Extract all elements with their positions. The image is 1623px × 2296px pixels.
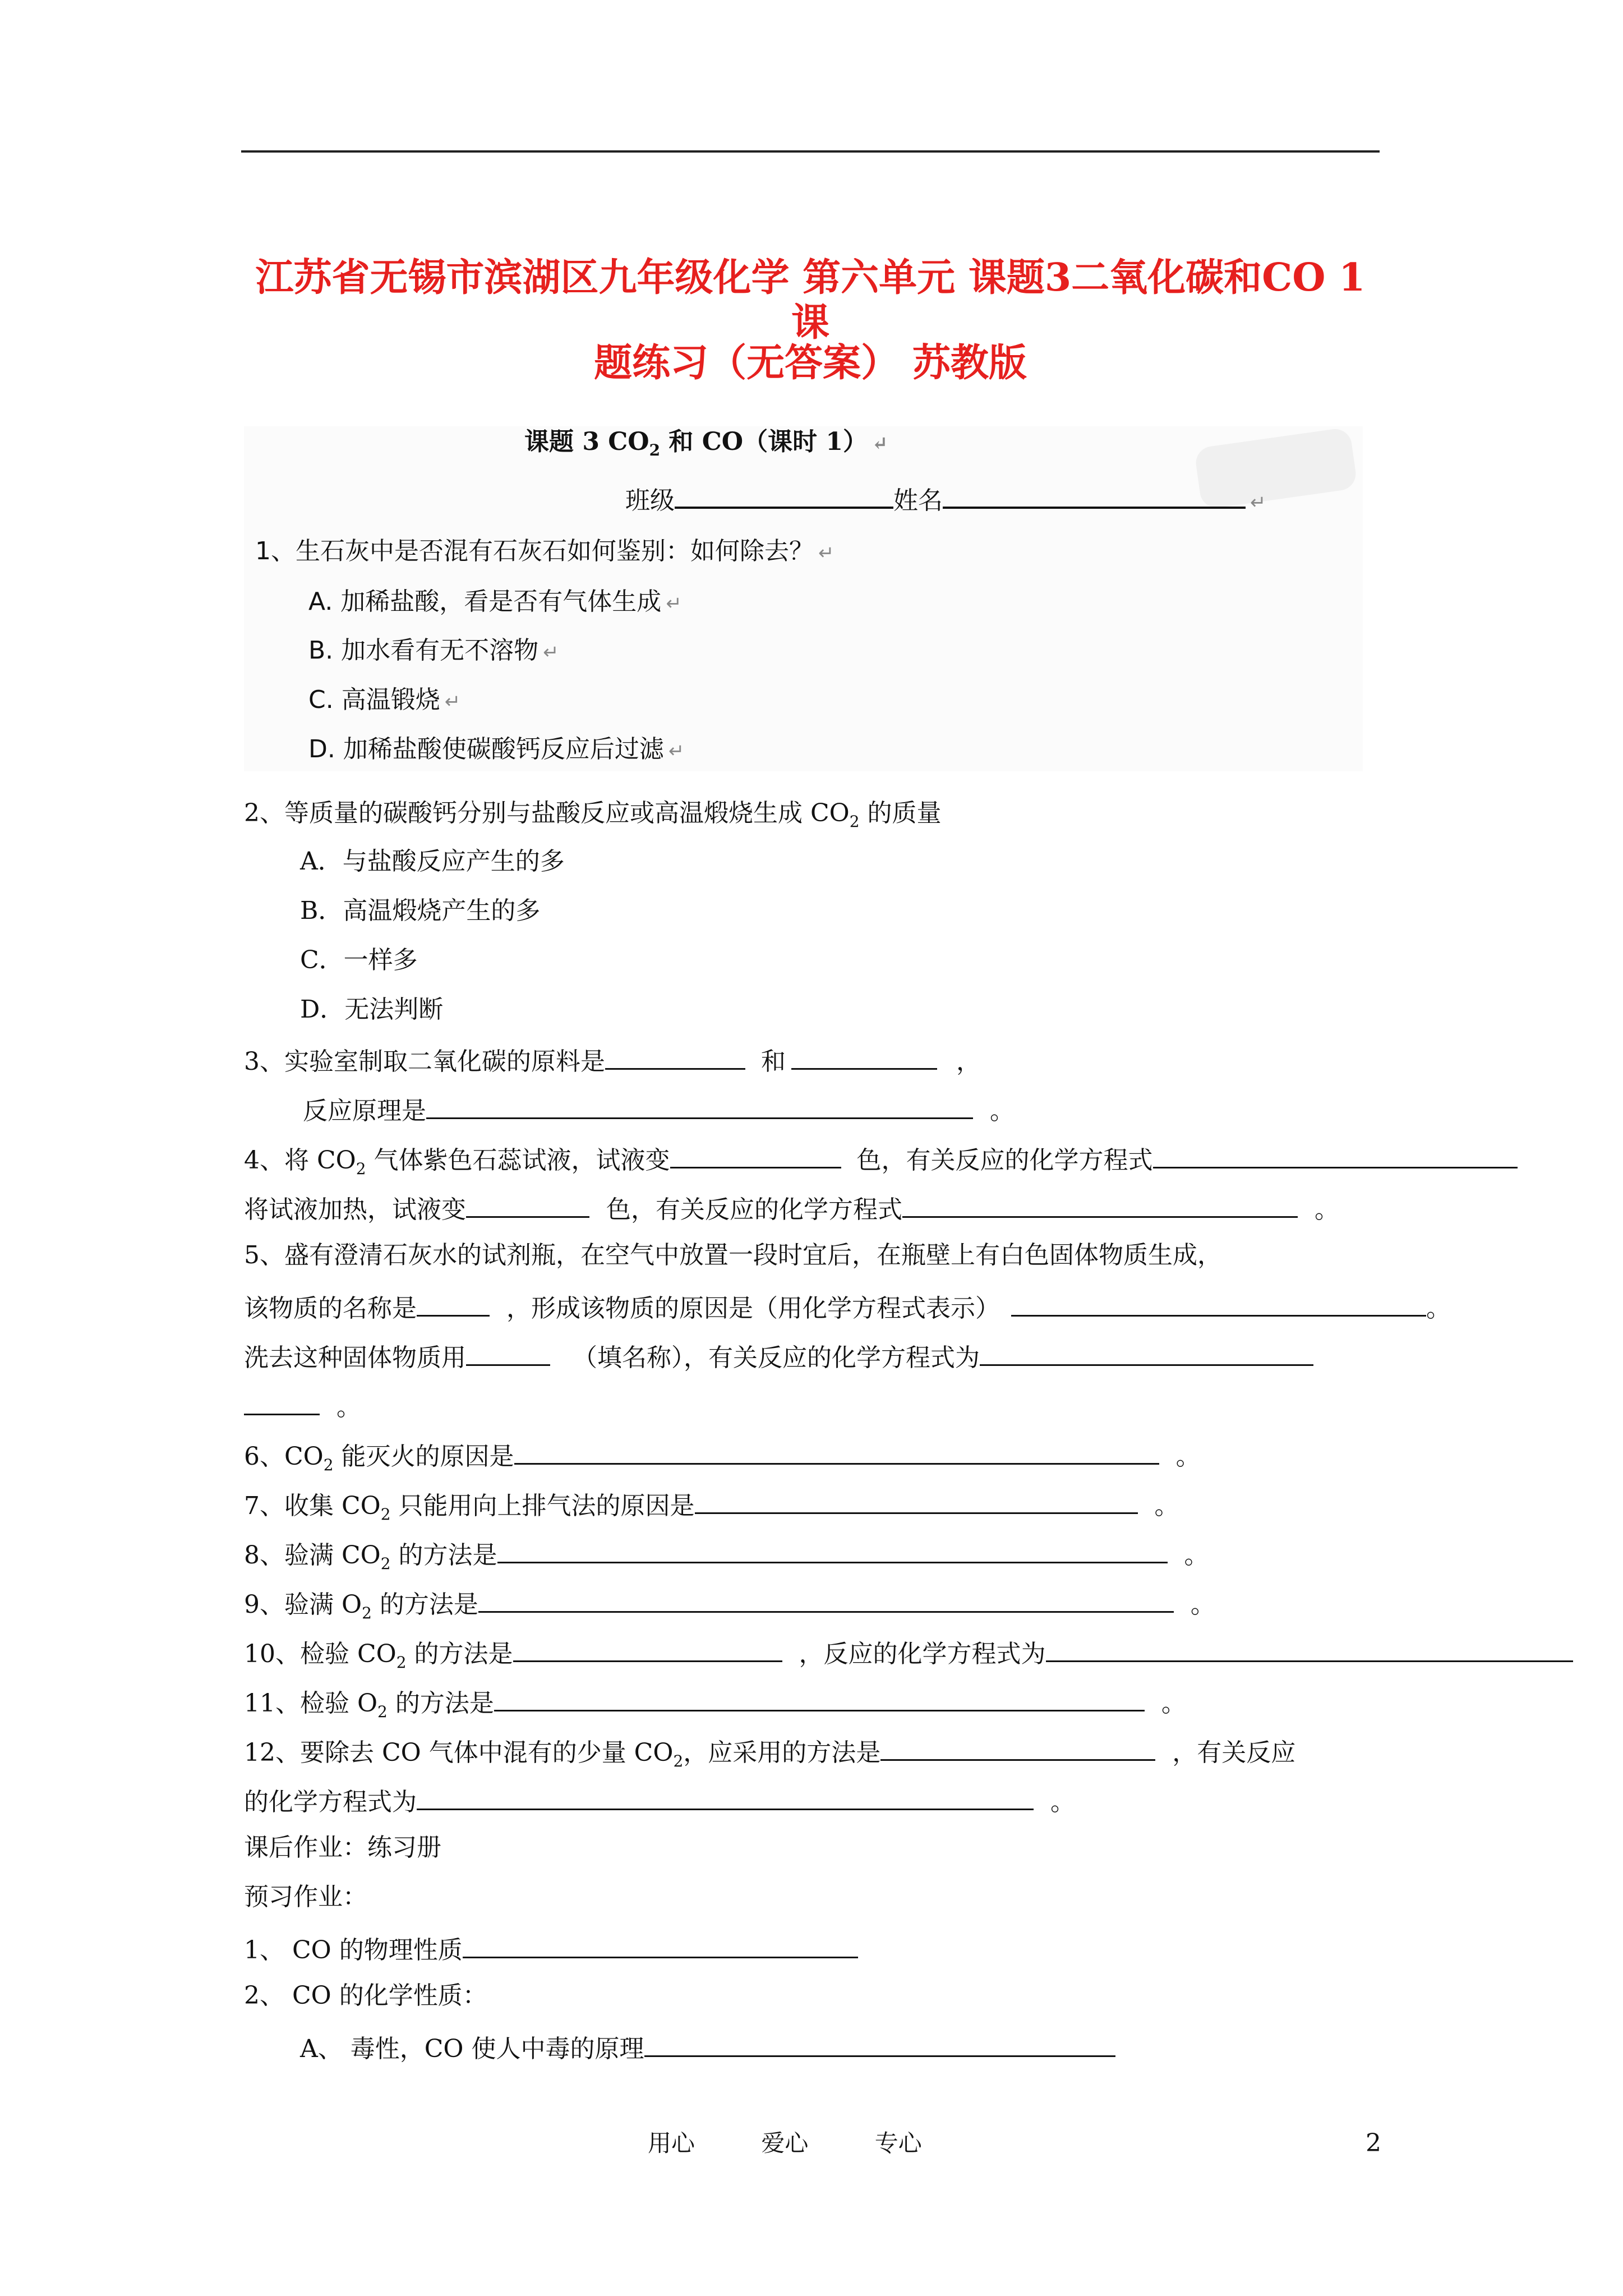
document-title-line-2: 题练习（无答案） 苏教版	[594, 341, 1027, 385]
preview-item-2: 2、 CO 的化学性质：	[244, 1981, 487, 2010]
q2-option-d: D．无法判断	[300, 995, 444, 1024]
q7-blank[interactable]	[695, 1487, 1138, 1514]
q3-blank-1[interactable]	[605, 1042, 745, 1070]
preview-item-1: 1、 CO 的物理性质	[244, 1931, 858, 1966]
question-6: 6、$CO_2$ 能灭火的原因是 。	[244, 1437, 1201, 1481]
question-2: 2、等质量的碳酸钙分别与盐酸反应或高温煅烧生成 $CO_2$ 的质量	[244, 799, 942, 831]
question-9: 9、验满 $O_2$ 的方法是 。	[244, 1585, 1215, 1629]
preview-blank-1[interactable]	[463, 1931, 858, 1958]
question-3: 3、实验室制取二氧化碳的原料是 和 ，	[244, 1042, 981, 1078]
class-name-line: 班级 姓名 ↵	[625, 474, 1266, 518]
q1-option-b: B. 加水看有无不溶物 ↵	[308, 636, 559, 665]
q4-blank-1[interactable]	[670, 1141, 841, 1168]
question-5-line-4: 。	[244, 1388, 361, 1423]
question-4: 4、将 $CO_2$ 气体紫色石蕊试液，试液变 色，有关反应的化学方程式	[244, 1141, 1518, 1185]
q5-blank-1[interactable]	[417, 1289, 490, 1317]
preview-heading: 预习作业：	[244, 1883, 367, 1911]
homework-line: 课后作业：练习册	[244, 1833, 441, 1862]
q1-option-c: C. 高温锻烧 ↵	[308, 685, 461, 714]
q6-blank[interactable]	[514, 1437, 1159, 1465]
question-8: 8、验满 $CO_2$ 的方法是 。	[244, 1536, 1209, 1580]
q5-blank-2[interactable]	[1011, 1289, 1426, 1317]
question-1: 1、生石灰中是否混有石灰石如何鉴别：如何除去？ ↵	[255, 537, 834, 565]
q2-option-c: C．一样多	[300, 946, 418, 974]
q10-blank-2[interactable]	[1046, 1635, 1573, 1662]
question-3-line-2: 反应原理是 。	[303, 1092, 1015, 1127]
footer-word-1: 用心	[648, 2129, 695, 2157]
q12-blank-2[interactable]	[417, 1783, 1034, 1810]
q2-option-b: B．高温煅烧产生的多	[300, 896, 541, 925]
q11-blank[interactable]	[494, 1684, 1145, 1711]
question-4-line-2: 将试液加热，试液变 色，有关反应的化学方程式 。	[244, 1190, 1339, 1226]
q8-blank[interactable]	[497, 1536, 1168, 1563]
q5-blank-4[interactable]	[980, 1338, 1313, 1366]
question-12-line-2: 的化学方程式为 。	[244, 1783, 1075, 1818]
q1-option-a: A. 加稀盐酸，看是否有气体生成 ↵	[308, 587, 682, 616]
q3-blank-3[interactable]	[426, 1092, 973, 1119]
q12-blank-1[interactable]	[880, 1733, 1155, 1761]
question-5-line-3: 洗去这种固体物质用 （填名称），有关反应的化学方程式为	[244, 1338, 1313, 1374]
question-5-line-2: 该物质的名称是 ，形成该物质的原因是（用化学方程式表示） 。	[244, 1289, 1451, 1324]
class-blank[interactable]	[675, 474, 893, 509]
page-number: 2	[1366, 2129, 1381, 2157]
question-11: 11、检验 $O_2$ 的方法是 。	[244, 1684, 1186, 1728]
footer-word-2: 爱心	[761, 2129, 809, 2157]
q5-blank-5[interactable]	[244, 1388, 320, 1415]
q10-blank-1[interactable]	[513, 1635, 782, 1662]
question-7: 7、收集 $CO_2$ 只能用向上排气法的原因是 。	[244, 1487, 1179, 1530]
q4-blank-3[interactable]	[466, 1190, 589, 1218]
lesson-heading: 课题 3 $CO_2$ 和 CO（课时 1） ↵	[524, 427, 888, 459]
question-5: 5、盛有澄清石灰水的试剂瓶，在空气中放置一段时宜后，在瓶壁上有白色固体物质生成，	[244, 1241, 1222, 1269]
name-blank[interactable]	[943, 474, 1246, 509]
q5-blank-3[interactable]	[466, 1338, 550, 1366]
question-12: 12、要除去 CO 气体中混有的少量 $CO_2$，应采用的方法是 ，有关反应	[244, 1733, 1295, 1777]
preview-blank-2[interactable]	[644, 2030, 1115, 2057]
page-footer	[648, 2128, 981, 2159]
q4-blank-4[interactable]	[902, 1190, 1298, 1218]
q2-option-a: A．与盐酸反应产生的多	[300, 847, 565, 876]
q1-option-d: D. 加稀盐酸使碳酸钙反应后过滤 ↵	[308, 735, 685, 763]
q3-blank-2[interactable]	[791, 1042, 937, 1070]
scanned-exercise-image	[244, 426, 1363, 771]
preview-item-2a: A、 毒性，CO 使人中毒的原理	[300, 2030, 1115, 2065]
footer-word-3: 专心	[874, 2129, 922, 2157]
header-rule	[241, 150, 1380, 153]
q9-blank[interactable]	[478, 1585, 1174, 1613]
q4-blank-2[interactable]	[1153, 1141, 1518, 1168]
question-10: 10、检验 $CO_2$ 的方法是 ，反应的化学方程式为	[244, 1635, 1573, 1678]
document-title-line-1: 江苏省无锡市滨湖区九年级化学 第六单元 课题3二氧化碳和CO 1课	[255, 255, 1366, 345]
